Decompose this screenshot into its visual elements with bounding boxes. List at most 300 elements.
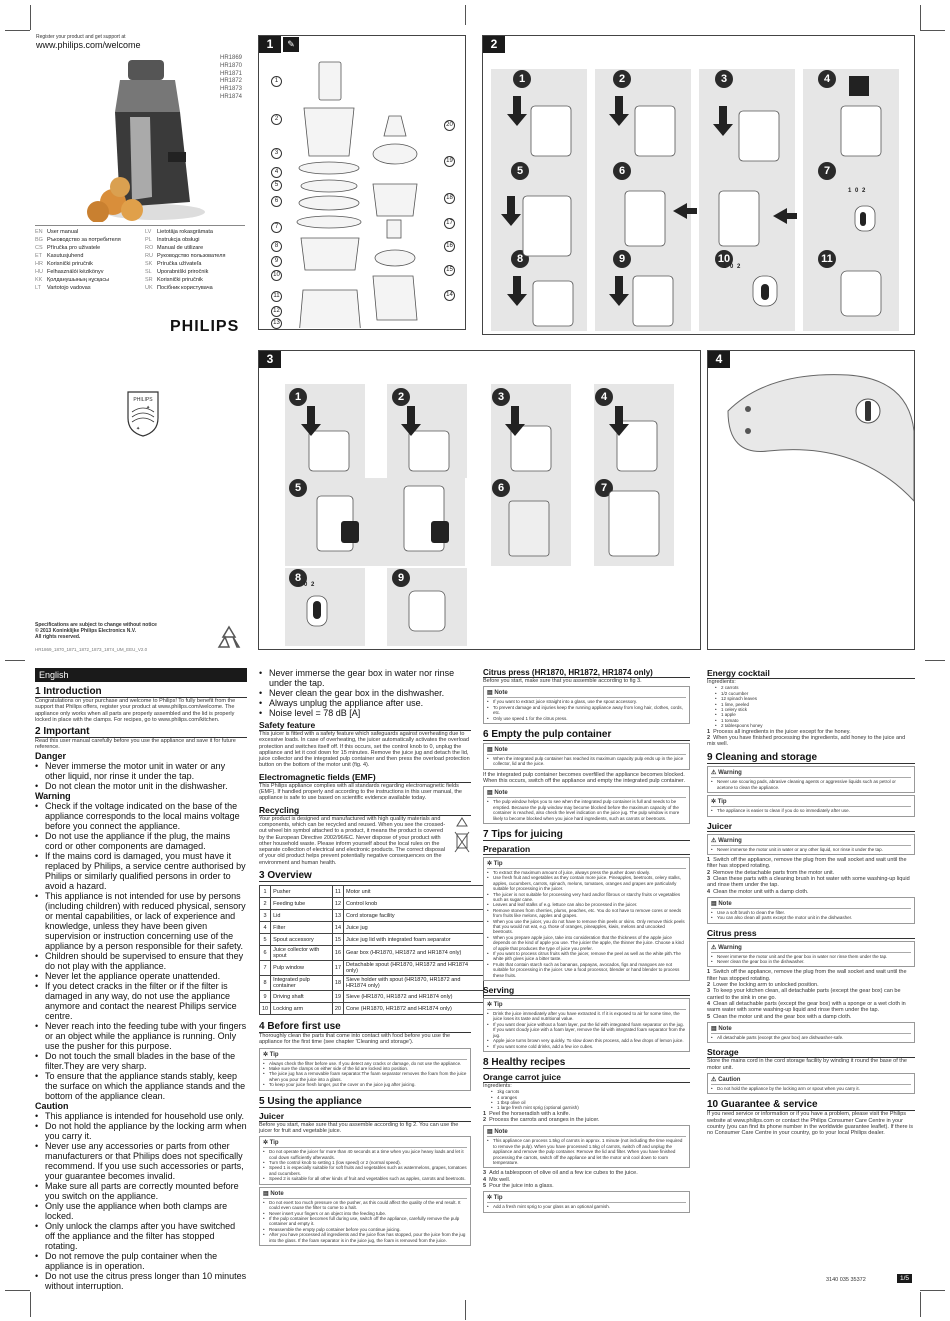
list-item: • Make sure the clamps on either side of the lid are locked into position. — [263, 1066, 467, 1071]
section-title: 2 Important — [35, 726, 247, 738]
subsection-title: Citrus press — [707, 928, 915, 939]
list-item: • Use a soft brush to clean the filter. — [711, 910, 911, 915]
tip-box — [259, 1048, 471, 1091]
note-box — [707, 1022, 915, 1043]
copyright-text: © 2013 Koninklijke Philips Electronics N.V. — [35, 628, 137, 634]
caution-heading: ⚠ Caution — [711, 1076, 911, 1085]
list-item: • 1/2 cucumber — [715, 691, 915, 696]
subsection-title: Orange carrot juice — [483, 1072, 690, 1083]
lang-item: UK Посібник користувача — [145, 285, 213, 291]
list-item: • To ensure that the appliance stands stably, keep the surface on which the appliance stands and the bottom of the appliance clean. — [35, 1071, 247, 1101]
list-item: • Turn the control knob to setting 1 (low speed) or 2 (normal speed). — [263, 1160, 467, 1165]
column-3 — [483, 668, 690, 1215]
panel-number: 4 — [708, 351, 730, 368]
list-item: • If you want to process citrus fruits with the juicer, remove the peel as well as the white pith.The white pith gives juice a bitter taste. — [487, 951, 686, 962]
model: HR1874 — [220, 93, 243, 100]
lang-item: ET Kasutusjuhend — [35, 253, 84, 259]
part-number: 20 — [444, 120, 455, 131]
list-item: • Use fresh fruit and vegetables as they contain more juice. Pineapples, beetroots, celery stalks, apples, cucumbers, carrots, spinach, melons, tomatoes, oranges and grapes are particularly suitable for processing in the juicer. — [487, 875, 686, 891]
note-icon: ▤ — [487, 1129, 493, 1136]
languages-left — [35, 228, 145, 292]
list-item: • Always unplug the appliance after use. — [259, 698, 471, 708]
note-icon: ▤ — [487, 690, 493, 697]
part-number: 5 — [271, 180, 282, 191]
tip-heading: ✲ Tip — [263, 1051, 467, 1060]
step: 2 Process the carrots and oranges in the juicer. — [483, 1117, 600, 1124]
panel-number: 1 — [259, 36, 281, 53]
list-item: • Speed 2 is suitable for all other kinds of fruit and vegetables such as apples, carrots and beetroots. — [263, 1176, 467, 1181]
tip-box — [483, 998, 690, 1052]
part-number: 3 — [271, 148, 282, 159]
list-item: • If the pulp container becomes full during use, switch off the appliance, carefully remove the pulp container and empty it. — [263, 1216, 467, 1227]
note-list — [487, 799, 686, 821]
lang-item: CS Příručka pro uživatele — [35, 245, 101, 251]
part-number: 16 — [444, 241, 455, 252]
tip-box — [259, 1136, 471, 1184]
emf-text: This Philips appliance complies with all standards regarding electromagnetic fields (EMF). If handled properly and according to the instructions in this user manual, the appliance is safe to use based on scientific evidence available today. — [259, 782, 462, 802]
list-item: • Children should be supervised to ensure that they do not play with the appliance. — [35, 951, 247, 971]
list-item: • Never clean the gear box in the dishwasher. — [259, 688, 471, 698]
part-number: 7 — [271, 222, 282, 233]
tip-icon: ✲ — [487, 1002, 493, 1009]
warning-box — [707, 766, 915, 793]
step-number: 7 — [818, 162, 836, 180]
subsection-title: Recycling — [259, 805, 471, 816]
lang-item: PL Instrukcja obsługi — [145, 237, 200, 243]
section-title: 9 Cleaning and storage — [707, 752, 915, 764]
list-item: • Do not use the citrus press longer than 10 minutes without interruption. — [35, 1271, 247, 1291]
part-number: 1 — [271, 76, 282, 87]
list-item: • The juice jug has a removable foam separator.The foam separator removes the foam from the juice when you pour the juice into a glass. — [263, 1071, 467, 1082]
note-icon: ▤ — [487, 746, 493, 753]
list-item: • 1 tomato — [715, 718, 915, 723]
lang-item: KK Қолданушының нұсқасы — [35, 277, 110, 283]
panel-number: 3 — [259, 351, 281, 368]
first-use-text: Thoroughly clean the parts that come into contact with food before you use the appliance for the first time (see chapter 'Cleaning and storage'). — [259, 1033, 451, 1046]
step: 4 Mix well. — [483, 1176, 511, 1183]
intro-text: Congratulations on your purchase and welcome to Philips! To fully benefit from the support that Philips offers, register your product at www.philips.com/welcome. The appliance only works when all parts are properly assembled and the lid is properly locked in place with the clamps. For recipes, go to www.philips.com/kitchen. — [35, 698, 236, 723]
book-icon: ✎ — [283, 37, 299, 52]
exploded-parts-drawing — [289, 56, 439, 328]
lang-item: LT Vartotojo vadovas — [35, 285, 91, 291]
note-list — [487, 699, 686, 721]
crop-mark — [920, 5, 921, 30]
part-number: 2 — [271, 114, 282, 125]
crop-mark — [5, 660, 25, 661]
step: 1 Switch off the appliance, remove the plug from the wall socket and wait until the filter has stopped rotating. — [707, 969, 907, 982]
list-item: • When you use the juicer, you do not have to remove thin peels or skins. Only remove thick peels that you would not eat, e.g. those of oranges, pineapples, kiwis, melons and uncooked beetroots. — [487, 919, 686, 935]
warning-heading: ⚠ Warning — [711, 837, 911, 846]
list-item: • If you want some cold drinks, add a few ice cubes. — [487, 1044, 686, 1049]
list-item: • Add a fresh mint sprig to your glass as an optional garnish. — [487, 1204, 686, 1209]
list-item: • If the mains cord is damaged, you must have it replaced by Philips, a service centre authorised by Philips or similarly qualified persons in order to avoid a hazard. — [35, 851, 247, 891]
rights-text: All rights reserved. — [35, 634, 81, 640]
column-4 — [707, 668, 915, 1136]
lang-item: LV Lietotāja rokasgrāmata — [145, 229, 213, 235]
list-item: • 2 carrots — [715, 685, 915, 690]
list-item: • Remove stones from cherries, plums, peaches, etc. You do not have to remove cores or seeds from fruits like melons, apples and grapes. — [487, 908, 686, 919]
list-item: • Do not remove the pulp container when the appliance is in operation. — [35, 1251, 247, 1271]
table-row: 5 Spout accessory 15 Juice jug lid with integrated foam separator — [260, 934, 484, 946]
note-box — [483, 786, 690, 824]
list-item: • Do not operate the juicer for more than 40 seconds at a time when you juice heavy loads and let it cool down sufficiently afterwards. — [263, 1149, 467, 1160]
section-title: 4 Before first use — [259, 1021, 471, 1033]
list-item: • Reassemble the empty pulp container before you continue juicing. — [263, 1227, 467, 1232]
svg-text:✦: ✦ — [146, 405, 151, 411]
languages-right — [145, 228, 250, 292]
list-item: • The juicer is not suitable for processing very hard and/or fibrous or starchy fruits or vegetables such as sugar cane. — [487, 892, 686, 903]
step-number: 1 — [513, 70, 531, 88]
table-row: 10 Locking arm 20 Cone (HR1870, HR1872 and HR1874 only) — [260, 1003, 484, 1015]
section-title: 6 Empty the pulp container — [483, 729, 690, 741]
list-item: • Always check the filter before use. If you detect any cracks or damage, do not use the appliance. — [263, 1061, 467, 1066]
subsection-title: Energy cocktail — [707, 668, 915, 679]
recycle-icon — [215, 625, 243, 651]
list-item: • To extract the maximum amount of juice, always press the pusher down slowly. — [487, 870, 686, 875]
step-number: 3 — [492, 388, 510, 406]
part-number: 11 — [271, 291, 282, 302]
recycling-block — [259, 816, 471, 866]
list-item: • 1 tbsp olive oil — [491, 1100, 690, 1105]
step: 4 Clean all detachable parts (except the gear box) with a sponge or a wet cloth in warm water with some washing-up liquid and rinse them under the tap. — [707, 1000, 906, 1014]
warning-icon: ⚠ — [711, 770, 717, 777]
note-icon: ▤ — [487, 790, 493, 797]
step: 3 Add a tablespoon of olive oil and a few ice cubes to the juice. — [483, 1170, 638, 1177]
list-item: • To keep your juice fresh longer, put the cover on the juice jug after juicing. — [263, 1082, 467, 1087]
tip-box — [483, 1191, 690, 1212]
list-item: • Never immerse the motor unit in water or any other liquid, nor rinse it under the tap. — [35, 761, 247, 781]
part-number: 6 — [271, 196, 282, 207]
step-number: 4 — [818, 70, 836, 88]
step-number: 7 — [595, 479, 613, 497]
list-item: • 12 spinach leaves — [715, 696, 915, 701]
warning-list — [35, 801, 247, 1101]
storage-text: Store the mains cord in the cord storage facility by winding it round the base of the motor unit. — [707, 1058, 907, 1071]
crop-mark — [5, 30, 30, 31]
warning-list — [711, 847, 911, 852]
list-item: • All detachable parts (except the gear box) are dishwasher-safe. — [711, 1035, 911, 1040]
caution-list — [35, 1111, 247, 1291]
part-number: 13 — [271, 318, 282, 329]
note-list — [487, 756, 686, 767]
list-item: • Drink the juice immediately after you have extracted it. If it is exposed to air for some time, the juice loses its taste and nutritional value. — [487, 1011, 686, 1022]
list-item: • You can also clean all parts except the motor unit in the dishwasher. — [711, 915, 911, 920]
list-item: • The appliance is easier to clean if you do so immediately after use. — [711, 808, 911, 813]
part-number: 8 — [271, 241, 282, 252]
assembly-steps-drawing — [483, 36, 916, 336]
spec-text: Specifications are subject to change without notice — [35, 622, 157, 628]
tip-icon: ✲ — [263, 1051, 269, 1058]
crop-mark — [5, 1290, 30, 1291]
danger-list — [35, 761, 247, 791]
philips-wordmark: PHILIPS — [170, 318, 240, 335]
philips-shield-logo — [126, 390, 160, 438]
list-item: • Never insert your fingers or an object into the feeding tube. — [263, 1211, 467, 1216]
part-number: 19 — [444, 156, 455, 167]
step: 1 Peel the horseradish with a knife. — [483, 1110, 571, 1117]
section-title: 8 Healthy recipes — [483, 1057, 690, 1069]
table-row: 2 Feeding tube 12 Control knob — [260, 898, 484, 910]
subsection-title: Safety feature — [259, 720, 471, 731]
list-item: • 1 apple — [715, 712, 915, 717]
safety-text: This juicer is fitted with a safety feature which safeguards against overheating due to excessive loads. In case of overheating, the juicer automatically activates the overload protection and switches itself off. If this occurs, set the control knob to 0, unplug the appliance and let it cool down for 15 minutes. Remove the juice jug and detach the lid, juice collector and the integrated pulp container and then press the overload protection button on the bottom of the motor unit (fig. 4). — [259, 731, 470, 769]
tip-icon: ✲ — [487, 860, 493, 867]
list-item: • Never use scouring pads, abrasive cleaning agents or aggressive liquids such as petrol or acetone to clean the appliance. — [711, 779, 911, 790]
tip-icon: ✲ — [263, 1140, 269, 1147]
step-number: 11 — [818, 250, 836, 268]
caution-icon: ⚠ — [711, 1076, 717, 1083]
list-item: • The pulp window helps you to see when the integrated pulp container is full and needs to be emptied. Because the pulp window may become blocked before the maximum capacity of the container is reached, also check the level indication on the juice jug. The pulp window is more likely to become blocked when you juice hard ingredients, such as carrots or beetroots. — [487, 799, 686, 821]
tip-heading: ✲ Tip — [711, 798, 911, 807]
list-item: • Never immerse the motor unit and the gear box in water nor rinse them under the tap. — [711, 954, 911, 959]
tip-box — [707, 795, 915, 816]
guarantee-text: If you need service or information or if you have a problem, please visit the Philips website at www.philips.com or contact the Philips Consumer Care Centre in your country (you can find its phone number in the worldwide guarantee leaflet). If there is no Consumer Care Centre in your country, go to your local Philips dealer. — [707, 1111, 914, 1137]
list-item: • Only unlock the clamps after you have switched off the appliance and the filter has stopped rotating. — [35, 1221, 247, 1251]
warning-list — [711, 954, 911, 965]
list-item: • Apple juice turns brown very quickly. To slow down this process, add a few drops of lemon juice. — [487, 1038, 686, 1043]
column-2 — [259, 668, 471, 1248]
welcome-url[interactable]: www.philips.com/welcome — [36, 40, 141, 50]
list-item: • Do not exert too much pressure on the pusher, as this could affect the quality of the end result. It could even cause the filter to come to a halt. — [263, 1200, 467, 1211]
step-number: 9 — [613, 250, 631, 268]
citrus-text: Before you start, make sure that you assemble according to fig 3. — [483, 678, 642, 684]
table-row: 9 Driving shaft 19 Sieve (HR1870, HR1872 and HR1874 only) — [260, 991, 484, 1003]
lang-item: RO Manual de utilizare — [145, 245, 204, 251]
note-box — [483, 743, 690, 770]
list-item: • Do not clean the motor unit in the dishwasher. — [35, 781, 247, 791]
list-item: • Do not hold the appliance by the locking arm or spout when you carry it. — [711, 1086, 911, 1091]
note-icon: ▤ — [711, 1025, 717, 1032]
model: HR1871 — [220, 70, 243, 77]
juicer-text: Before you start, make sure that you assemble according to fig 2. You can use the juicer for fruit and vegetable juice. — [259, 1121, 459, 1134]
list-item: • 2 tablespoons honey — [715, 723, 915, 728]
list-item: • When you prepare apple juice, take into consideration that the thickness of the apple juice depends on the kind of apple you use. The juicier the apple, the thinner the juice. Choose a kind of apple that produces the type of juice you prefer. — [487, 935, 686, 951]
tip-list — [487, 1204, 686, 1209]
tip-list — [711, 808, 911, 813]
list-item: • 4 oranges — [491, 1095, 690, 1100]
note-icon: ▤ — [711, 900, 717, 907]
crop-mark — [30, 1292, 31, 1317]
note-list — [711, 1035, 911, 1040]
model-list — [220, 55, 242, 102]
list-item: • Only use the appliance when both clamps are locked. — [35, 1201, 247, 1221]
citrus-steps-drawing — [259, 351, 702, 651]
note-heading: ▤ Note — [487, 1128, 686, 1137]
list-item: • Never reach into the feeding tube with your fingers or an object while the appliance is running. Only use the pusher for this purpose. — [35, 1021, 247, 1051]
step-number: 5 — [289, 479, 307, 497]
section-title: 10 Guarantee & service — [707, 1099, 915, 1111]
model: HR1872 — [220, 78, 243, 85]
list-item: • Noise level = 78 dB [A] — [259, 708, 471, 718]
list-item: • Do not use the appliance if the plug, the mains cord or other components are damaged. — [35, 831, 247, 851]
step: 5 Clean the motor unit and the gear box with a damp cloth. — [707, 1013, 852, 1020]
ingredient-list — [707, 685, 915, 728]
step-number: 1 — [289, 388, 307, 406]
svg-text:✦: ✦ — [136, 426, 141, 432]
list-item: • Only use speed 1 for the citrus press. — [487, 716, 686, 721]
tip-heading: ✲ Tip — [487, 1194, 686, 1203]
list-item: • This appliance is not intended for use by persons (including children) with reduced physical, sensory or mental capabilities, or lack of experience and knowledge, unless they have been given supervision or instruction concerning use of the appliance by a person responsible for their safety. — [35, 891, 247, 951]
list-item: • Never use any accessories or parts from other manufacturers or that Philips does not specifically recommend. If you use such accessories or parts, your guarantee becomes invalid. — [35, 1141, 247, 1181]
step: 5 Pour the juice into a glass. — [483, 1183, 554, 1190]
tip-list — [263, 1149, 467, 1181]
tip-heading: ✲ Tip — [487, 1001, 686, 1010]
part-number: 18 — [444, 193, 455, 204]
step-number: 5 — [511, 162, 529, 180]
part-number: 9 — [271, 256, 282, 267]
subsection-title: Juicer — [259, 1111, 471, 1122]
document-number: 3140 035 35372 — [826, 1277, 866, 1283]
subsection-title: Citrus press (HR1870, HR1872, HR1874 only) — [483, 668, 690, 678]
danger-heading: Danger — [35, 750, 67, 761]
list-item: • Never immerse the motor unit in water or any other liquid, nor rinse it under the tap. — [711, 847, 911, 852]
lang-item: BG Ръководство за потребителя — [35, 237, 121, 243]
step: 4 Clean the motor unit with a damp cloth. — [707, 888, 809, 895]
step-number: 6 — [613, 162, 631, 180]
list-item: • Do not touch the small blades in the base of the filter.They are very sharp. — [35, 1051, 247, 1071]
column-1 — [35, 686, 247, 1291]
language-tab-english[interactable]: English — [35, 668, 247, 682]
overview-table — [259, 885, 484, 1015]
tip-list — [487, 1011, 686, 1049]
warning-icon: ⚠ — [711, 837, 717, 844]
lang-item: HU Felhasználói kézikönyv — [35, 269, 104, 275]
warning-heading: Warning — [35, 790, 71, 801]
control-dial-labels: 1 0 2 — [723, 264, 742, 270]
lang-item: SK Príručka užívateľa — [145, 261, 202, 267]
lang-item: EN User manual — [35, 229, 79, 235]
list-item: • When the integrated pulp container has reached its maximum capacity pulp ends up in the juice collector, lid and the juice. — [487, 756, 686, 767]
table-row: 4 Filter 14 Juice jug — [260, 922, 484, 934]
tip-box — [483, 857, 690, 981]
caution-list — [711, 1086, 911, 1091]
subsection-title: Preparation — [483, 844, 690, 855]
step-number: 3 — [715, 70, 733, 88]
model: HR1873 — [220, 86, 243, 93]
step: 2 Lower the locking arm to unlocked position. — [707, 982, 819, 989]
page-number: 1/5 — [897, 1274, 912, 1283]
subsection-title: Serving — [483, 985, 690, 996]
subsection-title: Juicer — [707, 821, 915, 832]
note-box — [707, 897, 915, 924]
crop-mark — [465, 5, 466, 25]
part-number: 15 — [444, 265, 455, 276]
recycling-icons — [453, 816, 471, 866]
crop-mark — [920, 30, 945, 31]
part-number: 14 — [444, 290, 455, 301]
step-number: 2 — [613, 70, 631, 88]
subsection-title: Electromagnetic fields (EMF) — [259, 772, 471, 783]
figure-panel-4 — [707, 350, 915, 650]
note-heading: ▤ Note — [711, 900, 911, 909]
section-title: 3 Overview — [259, 870, 471, 882]
tip-heading: ✲ Tip — [263, 1139, 467, 1148]
crop-mark — [920, 1292, 921, 1317]
table-row: 8 Integrated pulp container 18 Sieve holder with spout (HR1870, HR1872 and HR1874 only) — [260, 976, 484, 991]
list-item: • Do not hold the appliance by the locking arm when you carry it. — [35, 1121, 247, 1141]
overload-button-drawing — [708, 351, 916, 651]
note-heading: ▤ Note — [487, 689, 686, 698]
note-heading: ▤ Note — [487, 746, 686, 755]
divider — [35, 225, 245, 226]
note-heading: ▤ Note — [487, 789, 686, 798]
tip-list — [487, 870, 686, 978]
list-item: • If you want clear juice without a foam layer, put the lid with integrated foam separator on the jug. If you want cloudy juice with a foam layer, remove the lid with integrated foam separator from the jug. — [487, 1022, 686, 1038]
lang-item: HR Korisnički priručnik — [35, 261, 93, 267]
list-item: • Fruits that contain starch such as bananas, papayas, avocados, figs and mangoes are not suitable for processing in the juicer. Use a food processor, blender or hand blender to process these fruits. — [487, 962, 686, 978]
lang-item: SL Uporabniški priročnik — [145, 269, 209, 275]
part-number: 17 — [444, 218, 455, 229]
note-box — [259, 1187, 471, 1246]
step: 3 Clean these parts with a cleaning brush in hot water with some washing-up liquid and rinse them under the tap. — [707, 875, 910, 889]
table-row: 7 Pulp window 17 Detachable spout (HR1870, HR1872 and HR1874 only) — [260, 961, 484, 976]
warning-box — [707, 941, 915, 968]
step-number: 10 — [715, 250, 733, 268]
note-box — [483, 686, 690, 724]
model: HR1869 — [220, 55, 243, 61]
panel-number: 2 — [483, 36, 505, 53]
register-text: Register your product and get support at — [36, 34, 126, 40]
note-heading: ▤ Note — [263, 1190, 467, 1199]
step-number: 6 — [492, 479, 510, 497]
ingredients-label: Ingredients: — [483, 1082, 512, 1089]
step-number: 8 — [511, 250, 529, 268]
section-title: 7 Tips for juicing — [483, 829, 690, 841]
control-dial-labels: 1 0 2 — [297, 582, 316, 588]
warning-heading: ⚠ Warning — [711, 944, 911, 953]
gearbox-list — [259, 668, 471, 718]
warning-list — [711, 779, 911, 790]
empty-text: If the integrated pulp container becomes overfilled the appliance becomes blocked. When this occurs, switch off the appliance and empty the integrated pulp container. — [483, 771, 685, 785]
note-heading: ▤ Note — [711, 1025, 911, 1034]
important-text: Read this user manual carefully before you use the appliance and save it for future reference. — [35, 738, 236, 751]
list-item: • This appliance can process 1.5kg of carrots in approx. 1 minute (not including the time required to remove the pulp). When you have processed 1.5kg of carrots, switch off and unplug the appliance and remove the pulp container. Remove the lid and filter. When you have finished processing the carrots, switch off the appliance and let the motor unit cool down to room temperature. — [487, 1138, 686, 1165]
step: 1 Switch off the appliance, remove the plug from the wall socket and wait until the filter has stopped rotating. — [707, 857, 907, 870]
lang-item: SR Korisnički priručnik — [145, 277, 203, 283]
list-item: • To prevent damage and injuries keep the running appliance away from long hair, clothes, cords, etc. — [487, 705, 686, 716]
wheelie-bin-icon — [453, 816, 471, 856]
tip-icon: ✲ — [487, 1195, 493, 1202]
caution-box — [707, 1073, 915, 1094]
juicer-product-image — [80, 52, 205, 222]
section-title: 5 Using the appliance — [259, 1096, 471, 1108]
list-item: • 1 large fresh mint sprig (optional garnish) — [491, 1105, 690, 1110]
step-number: 9 — [392, 569, 410, 587]
lang-item: RU Руководство пользователя — [145, 253, 226, 259]
figure-panel-3 — [258, 350, 701, 650]
step-number: 8 — [289, 569, 307, 587]
note-list — [487, 1138, 686, 1165]
list-item: • Leaves and leaf stalks of e.g. lettuce can also be processed in the juicer. — [487, 902, 686, 907]
crop-mark — [30, 5, 31, 30]
tip-heading: ✲ Tip — [487, 860, 686, 869]
list-item: • Never immerse the gear box in water nor rinse under the tap. — [259, 668, 471, 688]
list-item: • Never let the appliance operate unattended. — [35, 971, 247, 981]
step-number: 4 — [595, 388, 613, 406]
note-list — [711, 910, 911, 921]
table-row: 6 Juice collector with spout 16 Gear box (HR1870, HR1872 and HR1874 only) — [260, 946, 484, 961]
list-item: • This appliance is intended for household use only. — [35, 1111, 247, 1121]
control-dial-labels: 1 0 2 — [848, 188, 867, 194]
caution-heading: Caution — [35, 1100, 69, 1111]
list-item: • 1 lime, peeled — [715, 702, 915, 707]
list-item: • After you have processed all ingredients and the juice flow has stopped, pour the juice from the jug into the glass. If the foam separator is in the juice jug, the foam is removed from the juice. — [263, 1232, 467, 1243]
step: 1 Process all ingredients in the juicer except for the honey. — [707, 728, 851, 735]
list-item: • Never clean the gear box in the dishwasher. — [711, 959, 911, 964]
note-list — [263, 1200, 467, 1243]
spec-notice — [35, 622, 157, 640]
tip-list — [263, 1061, 467, 1088]
